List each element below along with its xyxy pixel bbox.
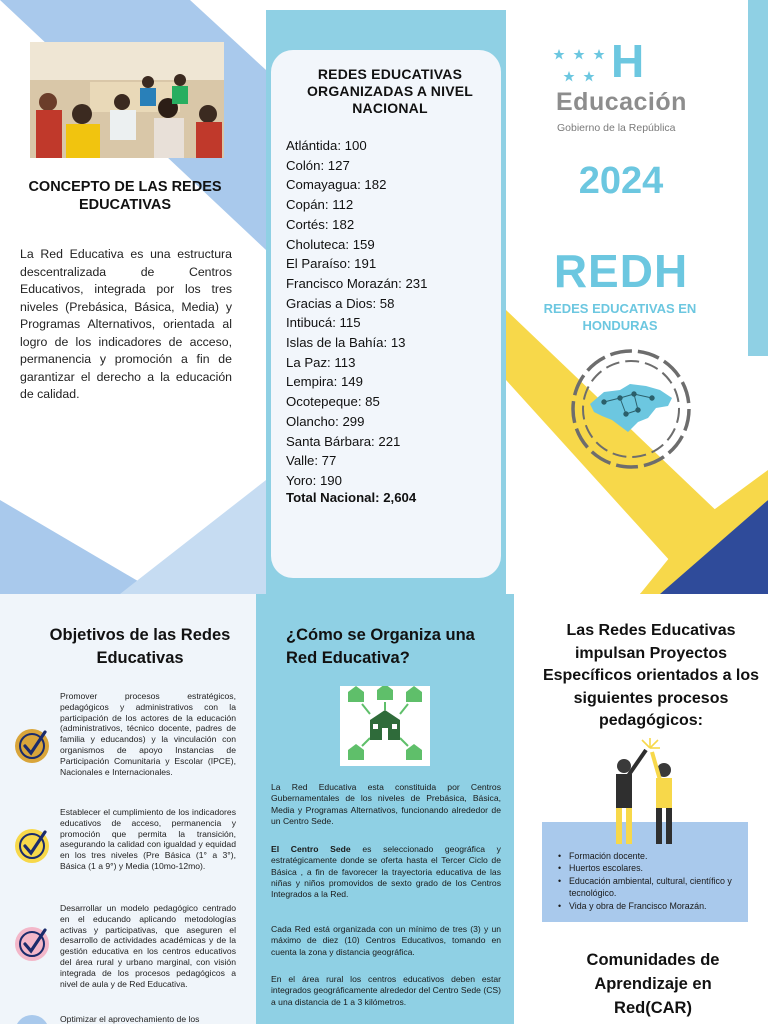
redes-title: REDES EDUCATIVAS ORGANIZADAS A NIVEL NACIONAL — [306, 66, 474, 116]
department-item: Cortés: 182 — [286, 216, 355, 232]
national-total: Total Nacional: 2,604 — [286, 490, 417, 505]
logo-stars-icon — [553, 47, 605, 87]
cover-subtitle: REDES EDUCATIVAS EN HONDURAS — [543, 301, 697, 333]
objective-item: Desarrollar un modelo pedagógico centrado en el educando aplicando metodologías activas y participativas, que aseguren el desarrollo de actividades académicas y de la gestión educativa en los centros educativos del área rural y urbano marginal, con visión integrada de los procesos pedagógicos a nivel de aula y de Red Educativa. — [60, 903, 236, 989]
department-item: Valle: 77 — [286, 453, 337, 469]
school-network-icon — [340, 686, 430, 766]
department-item: Gracias a Dios: 58 — [286, 295, 395, 311]
centro-sede-label: El Centro Sede — [271, 844, 351, 854]
process-item: • Huertos escolares. — [556, 862, 742, 874]
department-item: Copán: 112 — [286, 197, 354, 213]
department-item: El Paraíso: 191 — [286, 256, 377, 272]
department-item: Comayagua: 182 — [286, 177, 387, 193]
organization-paragraph: La Red Educativa esta constituida por Centros Gubernamentales de los niveles de Prebásica, Básica, Media y Programas Alternativos, funcionando alrededor de un Centro Sede. — [271, 782, 501, 826]
logo-letter: H — [611, 35, 645, 87]
department-item: Francisco Morazán: 231 — [286, 275, 428, 291]
process-item: • Educación ambiental, cultural, científico y tecnológico. — [556, 875, 742, 900]
checkmark-icon — [12, 1012, 52, 1024]
meeting-photo — [30, 42, 224, 158]
department-item: Yoro: 190 — [286, 472, 342, 488]
department-item: Islas de la Bahía: 13 — [286, 335, 406, 351]
people-celebrating-icon — [604, 736, 688, 848]
department-list — [286, 136, 496, 491]
logo-name: Educación — [556, 88, 687, 116]
cover-year: 2024 — [578, 160, 664, 202]
cover-accent-bar — [748, 0, 768, 356]
objective-item: Promover procesos estratégicos, pedagógicos y administrativos con la participación de los actores de la educación (administrativos, técnico docente, padres de familia y educandos) y la vinculación con organismos de apoyo Instancias de Participación Comunitaria y Escolar (IPCE), Nacionales e Internacionales. — [60, 691, 236, 777]
concept-title: CONCEPTO DE LAS REDES EDUCATIVAS — [28, 179, 222, 213]
organization-paragraph: En el área rural los centros educativos deben estar integrados geográficamente alrededor del Centro Sede (CS) a una distancia de 1 a 3 kilómetros. — [271, 974, 501, 1007]
organization-title: ¿Cómo se Organiza una Red Educativa? — [286, 626, 475, 667]
department-item: Olancho: 299 — [286, 413, 365, 429]
department-item: Colón: 127 — [286, 157, 350, 173]
department-item: Santa Bárbara: 221 — [286, 433, 401, 449]
department-item: Ocotepeque: 85 — [286, 394, 380, 410]
checkmark-icon — [12, 924, 52, 964]
honduras-map-network-icon — [568, 346, 694, 472]
department-item: Lempira: 149 — [286, 374, 363, 390]
organization-paragraph — [271, 844, 501, 900]
objectives-title: Objetivos de las Redes Educativas — [49, 626, 231, 667]
car-title: Comunidades de Aprendizaje en Red(CAR) — [586, 951, 720, 1017]
brochure-inner-side — [0, 594, 768, 1024]
objective-item: Establecer el cumplimiento de los indicadores educativos de acceso, permanencia y promoción que permita la transición, asegurando la calidad con igualdad y equidad en los tres niveles (Pre Básica (1° a 3°), Básica (1 a 9°) y Media (10mo-12mo). — [60, 807, 236, 871]
projects-title: Las Redes Educativas impulsan Proyectos Específicos orientados a los siguientes procesos pedagógicos: — [542, 622, 760, 729]
department-item: Intibucá: 115 — [286, 315, 361, 331]
checkmark-icon — [12, 826, 52, 866]
checkmark-icon — [12, 726, 52, 766]
department-item: Choluteca: 159 — [286, 236, 375, 252]
process-item: • Formación docente. — [556, 850, 742, 862]
centro-sede-text: es seleccionado geográfica y estratégicamente donde se oferta hasta el Tercer Ciclo de Básica , a fin de favorecer la trayectoria educativa de las niñas y niños promovidos de sexto grado de los Centros Integrados a la Red. — [271, 844, 501, 900]
process-item: • Vida y obra de Francisco Morazán. — [556, 900, 742, 912]
objective-item: Optimizar el aprovechamiento de los — [60, 1014, 200, 1024]
organization-paragraph: Cada Red está organizada con un mínimo de tres (3) y un máximo de diez (10) Centros Educativos, tomando en cuenta la zona y distancia geográfica. — [271, 924, 501, 957]
department-item: Atlántida: 100 — [286, 138, 367, 153]
department-item: La Paz: 113 — [286, 354, 356, 370]
concept-text: La Red Educativa es una estructura descentralizada de Centros Educativos, integrada por los tres niveles (Prebásica, Básica, Media) y Programas Alternativos, orientada al logro de los indicadores de acceso, permanencia y promoción a fin de garantizar el derecho a la educación de calidad. — [20, 247, 232, 401]
process-list — [556, 850, 742, 912]
cover-acronym: REDH — [553, 245, 689, 297]
logo-subtitle: Gobierno de la República — [557, 122, 676, 134]
